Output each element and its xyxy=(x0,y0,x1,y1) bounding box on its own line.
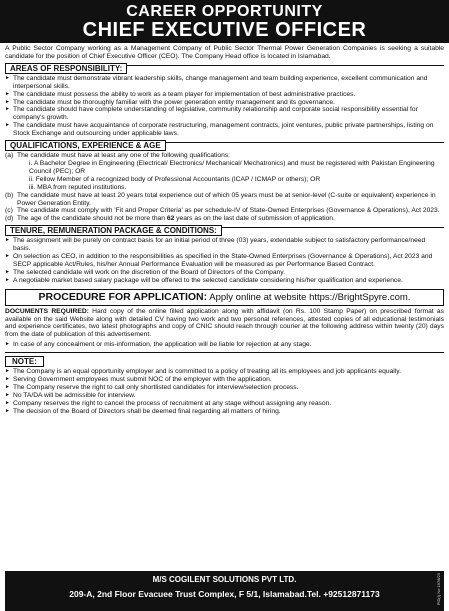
qualification-item xyxy=(5,207,444,215)
ad-body xyxy=(0,45,449,416)
item-tag: (c) xyxy=(5,207,13,215)
item-text: The candidate must have at least 20 years total experience out of which 05 years must be at senior-level (C-suite or equivalent) experience in Power Generation Entity. xyxy=(17,191,436,207)
note-heading: NOTE: xyxy=(5,356,44,367)
company-address: 209-A, 2nd Floor Evacuee Trust Complex, F 5/1, Islamabad.Tel. +92512871173 xyxy=(69,589,380,599)
note-list xyxy=(5,368,444,415)
banner-subtitle: CAREER OPPORTUNITY xyxy=(126,3,323,20)
list-item: ► In case of any concealment or mis-information, the application will be liable for rejection at any stage. xyxy=(5,341,444,349)
list-item: ► The candidate must demonstrate vibrant leadership skills, change management and team building experience, excellent communication and interpersonal skills. xyxy=(5,75,444,91)
pid-number: PID(I) No 1978/23 xyxy=(436,572,441,605)
responsibilities-section xyxy=(5,65,444,138)
tenure-list xyxy=(5,237,444,284)
responsibilities-list xyxy=(5,75,444,138)
qualification-item xyxy=(5,215,444,223)
documents-required xyxy=(5,308,444,340)
title-banner xyxy=(0,0,449,43)
list-item: ► On selection as CEO, in addition to the responsibilities as specified in the State-Owned Enterprises (Governance & Operations), Act 2023 and SECP applicable Act/Rules, his/her Annual Performance Evaluation will be measured as per Performance Based Contract. xyxy=(5,253,444,269)
divider xyxy=(5,352,444,353)
list-item: ► The decision of the Board of Directors shall be deemed final regarding all matters of hiring. xyxy=(5,408,444,416)
qualification-item xyxy=(5,192,444,208)
procedure-label: PROCEDURE FOR APPLICATION: xyxy=(38,290,208,303)
qualification-option: iii. MBA from reputed institutions. xyxy=(29,183,127,191)
misinfo-list xyxy=(5,341,444,349)
section-heading: AREAS OF RESPONSIBILITY: xyxy=(5,63,127,74)
documents-label: DOCUMENTS REQUIRED: xyxy=(5,307,89,315)
company-name: M/S COGILENT SOLUTIONS PVT LTD. xyxy=(152,575,297,584)
list-item: ► The selected candidate will work on the discretion of the Board of Directors of the Company. xyxy=(5,269,444,277)
item-text: The age of the candidate should not be more than xyxy=(17,215,167,223)
age-limit: 62 xyxy=(166,215,175,223)
list-item: ► The assignment will be purely on contract basis for an initial period of three (03) years, extendable subject to satisfactory performance/need basis. xyxy=(5,237,444,253)
list-item: ► The Company is an equal opportunity employer and is committed to a policy of treating all its employees and job applicants equally. xyxy=(5,368,444,376)
item-tag: (b) xyxy=(5,191,14,199)
list-item: ► The candidate must have acquaintance of corporate restructuring, management contracts, joint ventures, public private partnerships, listing on Stock Exchange and outsourcing under applicable laws. xyxy=(5,122,444,138)
list-item: ► The candidate should have complete understanding of legislative, community relationship and corporate social responsibility essential for company's growth. xyxy=(5,106,444,122)
tenure-section xyxy=(5,227,444,284)
qualification-option: i. A Bachelor Degree in Engineering (Electrical/ Electronics/ Mechanical/ Mechatronics) and must be registered with Pakistan Engineering Council (PEC); OR xyxy=(29,159,435,175)
footer-contact xyxy=(5,571,444,611)
documents-text: Hard copy of the online filled application along with affidavit (on Rs. 100 Stamp Paper) on prescribed format as available on the said Website along with detailed CV having two work and two personal references, attested copies of all educational testimonials and experience certificates, two latest photographs and copy of CNIC should reach through courier at the following address within twenty (20) days from the date of publication of this advertisement. xyxy=(5,307,444,339)
qualifications-section xyxy=(5,142,444,223)
item-tag: (d) xyxy=(5,215,14,223)
list-item: ► No TA/DA will be admissible for interview. xyxy=(5,392,444,400)
list-item: ► Serving Government employees must submit NOC of the employer with the application. xyxy=(5,376,444,384)
list-item: ► The candidate must possess the ability to work as a team player for implementation of best administrative practices. xyxy=(5,91,444,99)
qualification-option: ii. Fellow Member of a recognized body of Professional Accountants (ICAP / ICMAP or others); OR xyxy=(29,175,321,183)
list-item: ► The Company reserve the right to call only shortlisted candidates for interview/selection process. xyxy=(5,384,444,392)
list-item: ► The candidate must be thoroughly familiar with the power generation entity management and its governance. xyxy=(5,99,444,107)
section-heading: TENURE, REMUNERATION PACKAGE & CONDITIONS: xyxy=(5,225,222,236)
intro-paragraph: A Public Sector Company working as a Management Company of Public Sector Thermal Power Generation Companies is seeking a suitable candidate for the position of Chief Executive Officer (CEO). The Company Head office is located in Islamabad. xyxy=(5,45,444,60)
item-text: years as on the last date of submission of application. xyxy=(174,215,335,223)
banner-title: CHIEF EXECUTIVE OFFICER xyxy=(82,19,367,41)
procedure-text: Apply online at website https://BrightSpyre.com. xyxy=(207,291,411,303)
item-tag: (a) xyxy=(5,152,14,160)
list-item: ► A negotiable market based salary package will be offered to the selected candidate considering his/her qualification and experience. xyxy=(5,277,444,285)
item-text: The candidate must have at least any one of the following qualifications: xyxy=(17,152,231,160)
item-text: The candidate must comply with 'Fit and Proper Criteria' as per schedule-IV of State-Owned Enterprises (Governance & Operations), Act 2023. xyxy=(17,207,440,215)
procedure-box xyxy=(5,289,444,306)
list-item: ► Company reserves the right to cancel the process of recruitment at any stage without assigning any reason. xyxy=(5,400,444,408)
qualification-options xyxy=(17,160,444,192)
section-heading: QUALIFICATIONS, EXPERIENCE & AGE xyxy=(5,140,166,151)
qualification-item xyxy=(5,152,444,192)
